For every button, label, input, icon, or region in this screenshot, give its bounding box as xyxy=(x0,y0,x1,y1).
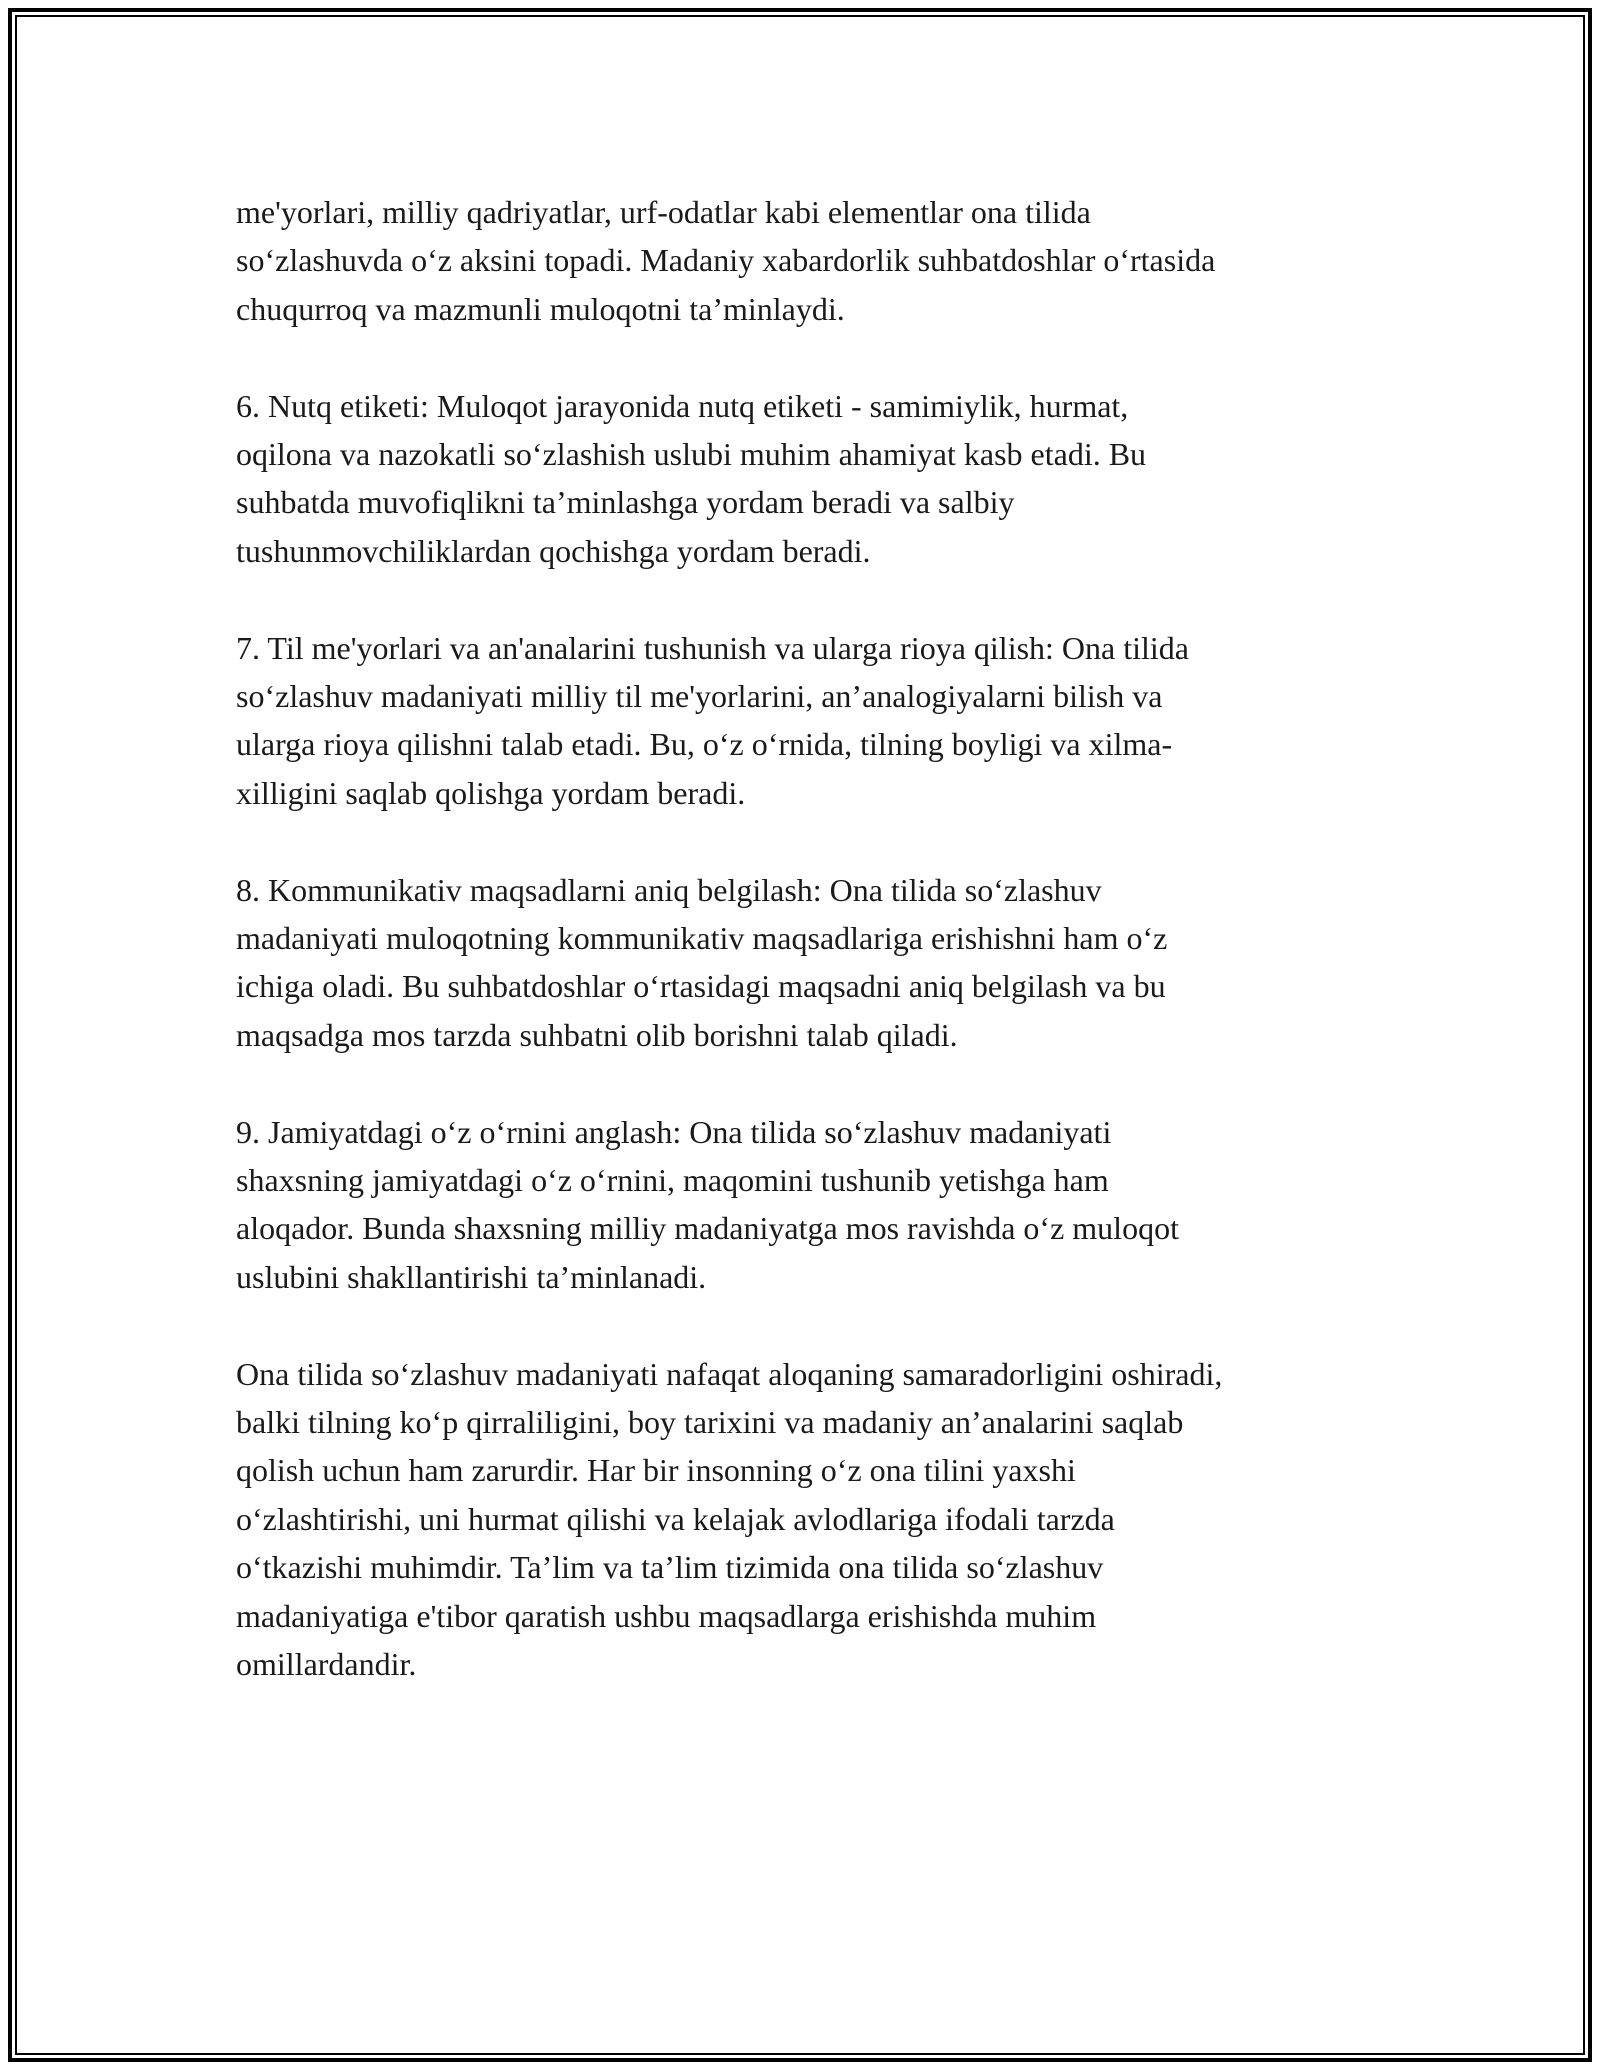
text-line: balki tilning ko‘p qirraliligini, boy tarixini va madaniy an’analarini saqlab xyxy=(236,1404,1184,1441)
text-line: o‘zlashtirishi, uni hurmat qilishi va kelajak avlodlariga ifodali tarzda xyxy=(236,1500,1115,1537)
paragraph-item-8 xyxy=(236,866,1376,1060)
text-line: ularga rioya qilishni talab etadi. Bu, o‘z o‘rnida, tilning boyligi va xilma- xyxy=(236,726,1173,763)
text-line: suhbatda muvofiqlikni ta’minlashga yordam beradi va salbiy xyxy=(236,484,1015,521)
paragraph-item-7 xyxy=(236,624,1376,818)
paragraph-conclusion xyxy=(236,1350,1376,1689)
text-line: xilligini saqlab qolishga yordam beradi. xyxy=(236,774,746,811)
paragraph-cultural-awareness xyxy=(236,188,1376,333)
text-line: o‘tkazishi muhimdir. Ta’lim va ta’lim tizimida ona tilida so‘zlashuv xyxy=(236,1549,1104,1586)
text-line: so‘zlashuvda o‘z aksini topadi. Madaniy xabardorlik suhbatdoshlar o‘rtasida xyxy=(236,242,1216,279)
text-line: 8. Kommunikativ maqsadlarni aniq belgilash: Ona tilida so‘zlashuv xyxy=(236,871,1102,908)
text-line: 6. Nutq etiketi: Muloqot jarayonida nutq etiketi - samimiylik, hurmat, xyxy=(236,387,1129,424)
text-line: so‘zlashuv madaniyati milliy til me'yorlarini, an’analogiyalarni bilish va xyxy=(236,678,1163,715)
text-line: 7. Til me'yorlari va an'analarini tushunish va ularga rioya qilish: Ona tilida xyxy=(236,629,1189,666)
text-line: omillardandir. xyxy=(236,1646,417,1683)
text-line: 9. Jamiyatdagi o‘z o‘rnini anglash: Ona tilida so‘zlashuv madaniyati xyxy=(236,1113,1112,1150)
text-line: Ona tilida so‘zlashuv madaniyati nafaqat aloqaning samaradorligini oshiradi, xyxy=(236,1355,1223,1392)
text-line: ichiga oladi. Bu suhbatdoshlar o‘rtasidagi maqsadni aniq belgilash va bu xyxy=(236,968,1166,1005)
text-line: uslubini shakllantirishi ta’minlanadi. xyxy=(236,1258,707,1295)
text-line: tushunmovchiliklardan qochishga yordam beradi. xyxy=(236,532,871,569)
text-line: shaxsning jamiyatdagi o‘z o‘rnini, maqomini tushunib yetishga ham xyxy=(236,1162,1109,1199)
paragraph-item-9 xyxy=(236,1108,1376,1302)
text-line: me'yorlari, milliy qadriyatlar, urf-odatlar kabi elementlar ona tilida xyxy=(236,194,1091,230)
text-line: oqilona va nazokatli so‘zlashish uslubi muhim ahamiyat kasb etadi. Bu xyxy=(236,436,1147,473)
text-line: chuqurroq va mazmunli muloqotni ta’minlaydi. xyxy=(236,290,845,327)
text-line: madaniyatiga e'tibor qaratish ushbu maqsadlarga erishishda muhim xyxy=(236,1597,1097,1634)
document-body xyxy=(236,188,1376,1737)
text-line: aloqador. Bunda shaxsning milliy madaniyatga mos ravishda o‘z muloqot xyxy=(236,1210,1179,1247)
text-line: maqsadga mos tarzda suhbatni olib borishni talab qiladi. xyxy=(236,1016,958,1053)
text-line: madaniyati muloqotning kommunikativ maqsadlariga erishishni ham o‘z xyxy=(236,920,1168,957)
text-line: qolish uchun ham zarurdir. Har bir insonning o‘z ona tilini yaxshi xyxy=(236,1452,1076,1489)
paragraph-item-6 xyxy=(236,382,1376,576)
